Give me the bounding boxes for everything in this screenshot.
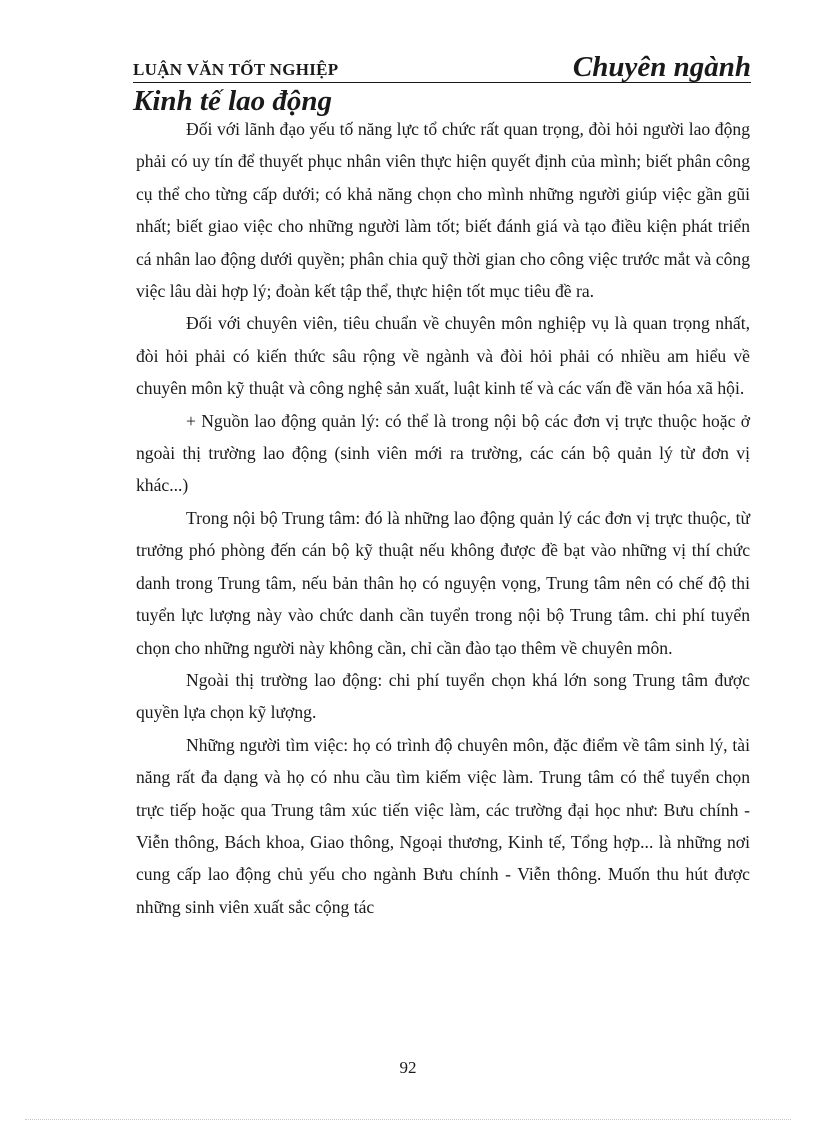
paragraph: Ngoài thị trường lao động: chi phí tuyển chọn khá lớn song Trung tâm được quyền lựa chọn kỹ lượng.: [136, 669, 750, 723]
header-divider: [133, 82, 751, 83]
body-text: [136, 113, 750, 923]
paragraph: Những người tìm việc: họ có trình độ chuyên môn, đặc điểm về tâm sinh lý, tài năng rất đa dạng và họ có nhu cầu tìm kiếm việc làm. Trung tâm có thể tuyển chọn trực tiếp hoặc qua Trung tâm xúc tiến việc làm, các trường đại học như: Bưu chính - Viễn thông, Bách khoa, Giao thông, Ngoại thương, Kinh tế, Tổng hợp... là những nơi cung cấp lao động chủ yếu cho ngành Bưu chính - Viễn thông. Muốn thu hút được những sinh viên xuất sắc cộng tác: [136, 734, 750, 917]
major-subtitle: Kinh tế lao động: [133, 85, 333, 117]
page-number: 92: [399, 1058, 417, 1077]
paragraph: Trong nội bộ Trung tâm: đó là những lao động quản lý các đơn vị trực thuộc, từ trưởng phó phòng đến cán bộ kỹ thuật nếu không được đề bạt vào những vị thí chức danh trong Trung tâm, nếu bản thân họ có nguyện vọng, Trung tâm nên có chế độ thi tuyển lực lượng này vào chức danh cần tuyển trong nội bộ Trung tâm. chi phí tuyển chọn cho những người này không cần, chỉ cần đào tạo thêm về chuyên môn.: [136, 507, 750, 658]
paragraph: Đối với chuyên viên, tiêu chuẩn về chuyên môn nghiệp vụ là quan trọng nhất, đòi hỏi phải có kiến thức sâu rộng về ngành và đòi hỏi phải có nhiều am hiểu về chuyên môn kỹ thuật và công nghệ sản xuất, luật kinh tế và các vấn đề văn hóa xã hội.: [136, 313, 750, 399]
page-border-dots: [25, 1119, 791, 1120]
major-label: Chuyên ngành: [572, 51, 751, 83]
page-header: [133, 52, 751, 82]
paragraph: Đối với lãnh đạo yếu tố năng lực tổ chức rất quan trọng, đòi hỏi người lao động phải có uy tín để thuyết phục nhân viên thực hiện quyết định của mình; biết phân công cụ thể cho từng cấp dưới; có khả năng chọn cho mình những người giúp việc gần gũi nhất; biết giao việc cho những người làm tốt; biết đánh giá và tạo điều kiện phát triển cá nhân lao động dưới quyền; phân chia quỹ thời gian cho công việc trước mắt và công việc lâu dài hợp lý; đoàn kết tập thể, thực hiện tốt mục tiêu đề ra.: [136, 119, 750, 302]
paragraph: + Nguồn lao động quản lý: có thể là trong nội bộ các đơn vị trực thuộc hoặc ở ngoài thị trường lao động (sinh viên mới ra trường, các cán bộ quản lý từ đơn vị khác...): [136, 410, 750, 496]
thesis-label: LUẬN VĂN TỐT NGHIỆP: [133, 60, 339, 79]
